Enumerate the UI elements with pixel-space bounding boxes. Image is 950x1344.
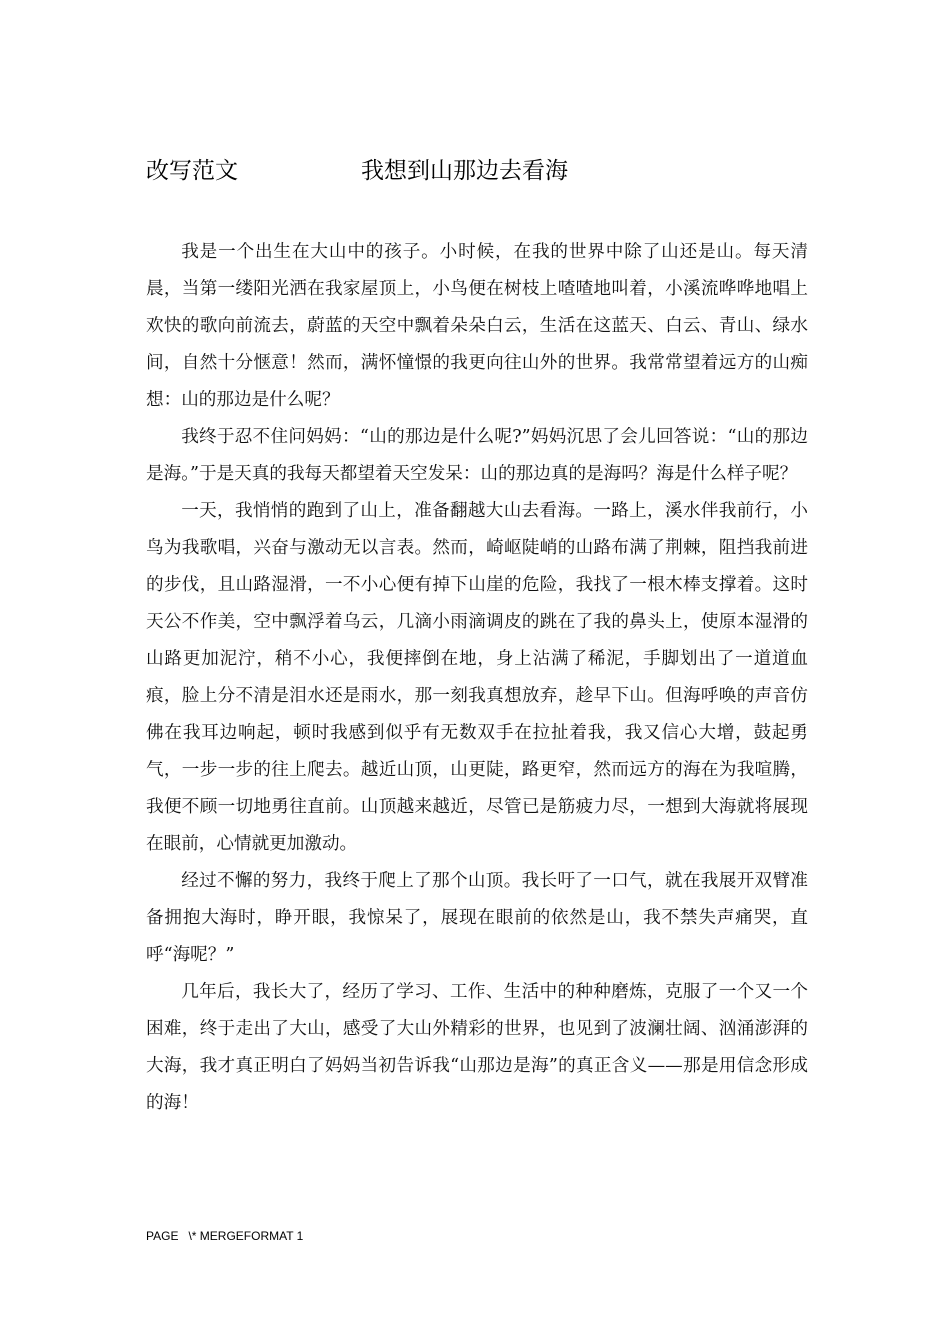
paragraph: 我终于忍不住问妈妈：“山的那边是什么呢?”妈妈沉思了会儿回答说：“山的那边是海。”于是天真的我每天都望着天空发呆：山的那边真的是海吗？海是什么样子呢？ (146, 427, 808, 484)
paragraph: 一天，我悄悄的跑到了山上，准备翻越大山去看海。一路上，溪水伴我前行，小鸟为我歌唱，兴奋与激动无以言表。然而，崎岖陡峭的山路布满了荆棘，阻挡我前进的步伐，且山路湿滑，一不小心便有掉下山崖的危险，我找了一根木棒支撑着。这时天公不作美，空中飘浮着乌云，几滴小雨滴调皮的跳在了我的鼻头上，使原本湿滑的山路更加泥泞，稍不小心，我便摔倒在地，身上沾满了稀泥，手脚划出了一道道血痕，脸上分不清是泪水还是雨水，那一刻我真想放弃，趁早下山。但海呼唤的声音仿佛在我耳边响起，顿时我感到似乎有无数双手在拉扯着我，我又信心大增，鼓起勇气，一步一步的往上爬去。越近山顶，山更陡，路更窄，然而远方的海在为我喧腾，我便不顾一切地勇往直前。山顶越来越近，尽管已是筋疲力尽，一想到大海就将展现在眼前，心情就更加激动。 (146, 501, 808, 854)
paragraph: 经过不懈的努力，我终于爬上了那个山顶。我长吁了一口气，就在我展开双臂准备拥抱大海时，睁开眼，我惊呆了，展现在眼前的依然是山，我不禁失声痛哭，直呼“海呢？” (146, 871, 808, 965)
essay-body (146, 234, 808, 1122)
essay-type-label: 改写范文 (146, 158, 238, 184)
paragraph: 我是一个出生在大山中的孩子。小时候，在我的世界中除了山还是山。每天清晨，当第一缕阳光洒在我家屋顶上，小鸟便在树枝上喳喳地叫着，小溪流哗哗地唱上欢快的歌向前流去，蔚蓝的天空中飘着朵朵白云，生活在这蓝天、白云、青山、绿水间，自然十分惬意！然而，满怀憧憬的我更向往山外的世界。我常常望着远方的山痴想：山的那边是什么呢？ (146, 242, 808, 410)
paragraph: 几年后，我长大了，经历了学习、工作、生活中的种种磨炼，克服了一个又一个困难，终于走出了大山，感受了大山外精彩的世界，也见到了波澜壮阔、汹涌澎湃的大海，我才真正明白了妈妈当初告诉我“山那边是海”的真正含义——那是用信念形成的海！ (146, 982, 808, 1113)
essay-title: 我想到山那边去看海 (361, 158, 568, 184)
page-footer-field: PAGE \* MERGEFORMAT 1 (146, 1229, 304, 1243)
